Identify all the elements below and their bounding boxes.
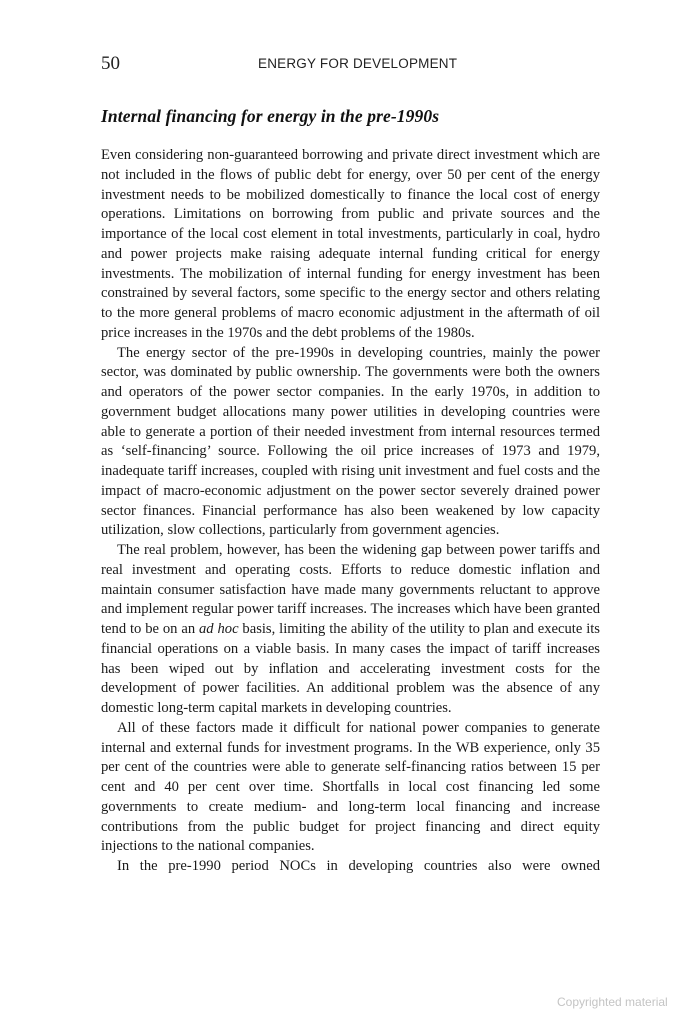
paragraph-3-text-after: basis, limiting the ability of the utility to plan and execute its financial operations on a viable basis. In many cases the impact of tariff increases has been wiped out by inflation and accelerating investment costs for the development of power facilities. An additional problem was the absence of any domestic long-term capital markets in developing countries. xyxy=(101,621,600,716)
body-text xyxy=(101,146,600,877)
section-heading: Internal financing for energy in the pre-1990s xyxy=(101,106,440,126)
paragraph-5: In the pre-1990 period NOCs in developing countries also were owned xyxy=(117,858,600,874)
italic-phrase: ad hoc xyxy=(199,621,239,637)
paragraph-3-text-before: The real problem, however, has been the widening gap between power tariffs and real investment and operating costs. Efforts to reduce domestic inflation and maintain consumer satisfaction have made many governments reluctant to approve and implement regular power tariff increases. The increases which have been granted tend to be on an xyxy=(101,542,600,637)
paragraph-3 xyxy=(101,541,600,719)
page-number: 50 xyxy=(101,53,120,74)
copyright-watermark: Copyrighted material xyxy=(557,995,668,1009)
paragraph-2: The energy sector of the pre-1990s in developing countries, mainly the power sector, was dominated by public ownership. The governments were both the owners and operators of the power sector companies. In the early 1970s, in addition to government budget allocations many power utilities in developing countries were able to generate a portion of their needed investment from internal resources termed as ‘self-financing’ source. Following the oil price increases of 1973 and 1979, inadequate tariff increases, coupled with rising unit investment and fuel costs and the impact of macro-economic adjustment on the power sector severely drained power sector finances. Financial performance has also been weakened by low capacity utilization, slow collections, particularly from government agencies. xyxy=(101,344,600,539)
paragraph-4: All of these factors made it difficult for national power companies to generate internal and external funds for investment programs. In the WB experience, only 35 per cent of the countries were able to generate self-financing ratios between 15 per cent and 40 per cent over time. Shortfalls in local cost financing led some governments to create medium- and long-term local financing and increase contributions from the public budget for project financing and direct equity injections to the national companies. xyxy=(101,719,600,855)
running-head: ENERGY FOR DEVELOPMENT xyxy=(258,56,458,71)
paragraph-1: Even considering non-guaranteed borrowing and private direct investment which are not included in the flows of public debt for energy, over 50 per cent of the energy investment needs to be mobilized domestically to finance the local cost of energy operations. Limitations on borrowing from public and private sources and the importance of the local cost element in total investments, particularly in coal, hydro and power projects make raising adequate internal funding critical for energy investments. The mobilization of internal funding for energy investment has been constrained by several factors, some specific to the energy sector and others relating to the more general problems of macro economic adjustment in the aftermath of oil price increases in the 1970s and the debt problems of the 1980s. xyxy=(101,147,600,341)
